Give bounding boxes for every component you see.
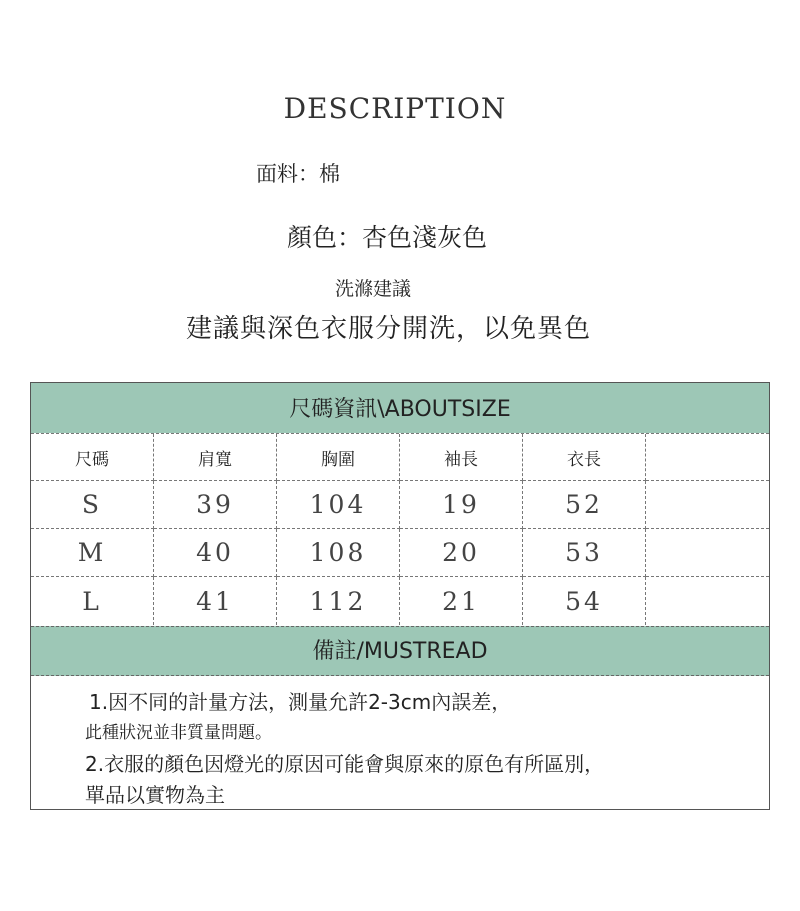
table-cell bbox=[646, 577, 769, 625]
table-cell: S bbox=[31, 481, 154, 529]
table-cell: 20 bbox=[400, 529, 523, 577]
color-info: 顏色：杏色淺灰色 bbox=[287, 223, 488, 252]
notes-title: 備註/MUSTREAD bbox=[31, 626, 769, 676]
table-cell: 21 bbox=[400, 577, 523, 625]
header-cell: 袖長 bbox=[400, 434, 523, 481]
notes-body bbox=[85, 687, 759, 811]
note-line: 單品以實物為主 bbox=[85, 783, 225, 807]
note-line: 1.因不同的計量方法，測量允許2-3cm內誤差， bbox=[89, 690, 512, 714]
table-cell: 39 bbox=[154, 481, 277, 529]
table-cell: 40 bbox=[154, 529, 277, 577]
header-cell: 胸圍 bbox=[277, 434, 400, 481]
header-cell: 衣長 bbox=[523, 434, 646, 481]
fabric-info: 面料：棉 bbox=[256, 162, 340, 186]
table-cell: 53 bbox=[523, 529, 646, 577]
header-cell bbox=[646, 434, 769, 481]
table-cell: M bbox=[31, 529, 154, 577]
note-line: 此種狀況並非質量問題。 bbox=[85, 723, 272, 743]
table-cell: 52 bbox=[523, 481, 646, 529]
table-cell: 112 bbox=[277, 577, 400, 625]
note-line: 2.衣服的顏色因燈光的原因可能會與原來的原色有所區別， bbox=[85, 752, 605, 776]
table-cell: 108 bbox=[277, 529, 400, 577]
size-table bbox=[31, 433, 769, 627]
wash-advice: 建議與深色衣服分開洗，以免異色 bbox=[186, 314, 592, 344]
table-cell bbox=[646, 481, 769, 529]
table-cell: 54 bbox=[523, 577, 646, 625]
size-info-panel bbox=[30, 382, 770, 810]
table-cell: 19 bbox=[400, 481, 523, 529]
table-cell: L bbox=[31, 577, 154, 625]
table-cell: 41 bbox=[154, 577, 277, 625]
header-cell: 肩寬 bbox=[154, 434, 277, 481]
header-cell: 尺碼 bbox=[31, 434, 154, 481]
size-table-title: 尺碼資訊\ABOUTSIZE bbox=[31, 383, 769, 433]
table-cell: 104 bbox=[277, 481, 400, 529]
wash-heading: 洗滌建議 bbox=[335, 278, 412, 300]
description-title: DESCRIPTION bbox=[283, 92, 507, 125]
table-cell bbox=[646, 529, 769, 577]
